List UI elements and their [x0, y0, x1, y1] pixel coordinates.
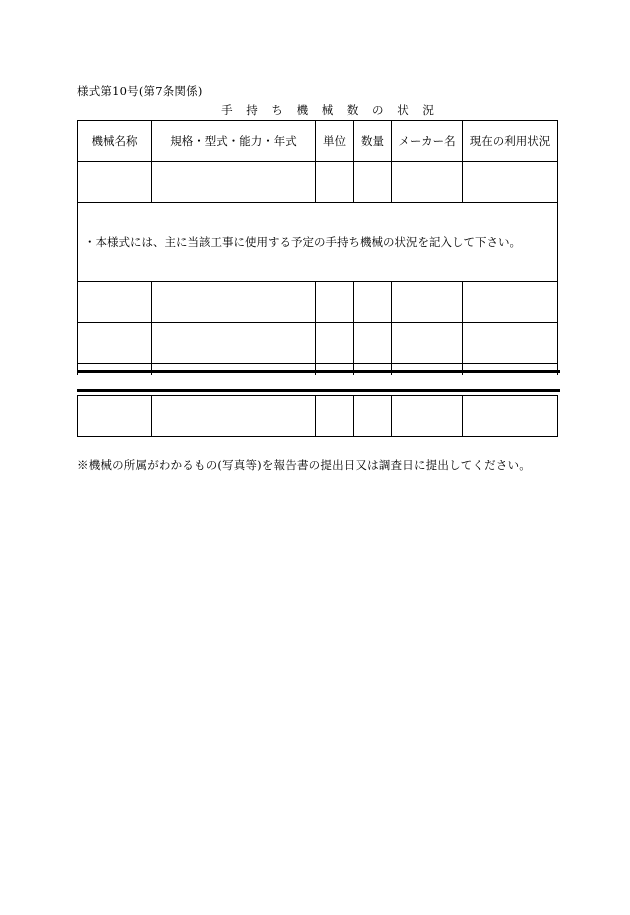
header-machine-name: 機械名称: [78, 121, 152, 162]
table-row: [78, 162, 558, 203]
header-spec: 規格・型式・能力・年式: [152, 121, 316, 162]
table-cell[interactable]: [463, 282, 558, 323]
header-maker: メーカー名: [392, 121, 463, 162]
table-cell[interactable]: [316, 282, 354, 323]
footnote: ※機械の所属がわかるもの(写真等)を報告書の提出日又は調査日に提出してください。: [77, 458, 531, 472]
header-unit: 単位: [316, 121, 354, 162]
table-cell[interactable]: [316, 162, 354, 203]
table-row: [78, 282, 558, 323]
header-usage-status: 現在の利用状況: [463, 121, 558, 162]
table-header-row: [78, 121, 558, 162]
table-cell[interactable]: [316, 396, 354, 437]
table-cell[interactable]: [78, 323, 152, 364]
machine-table: [77, 120, 558, 375]
table-cell[interactable]: [78, 396, 152, 437]
table-cell[interactable]: [463, 323, 558, 364]
table-cell[interactable]: [152, 396, 316, 437]
table-cell[interactable]: [354, 396, 392, 437]
table-cell[interactable]: [392, 323, 463, 364]
instruction-row: [78, 203, 558, 282]
table-cell[interactable]: [78, 162, 152, 203]
table-cell[interactable]: [316, 323, 354, 364]
table-cell[interactable]: [463, 162, 558, 203]
table-cell[interactable]: [354, 323, 392, 364]
table-cell[interactable]: [392, 282, 463, 323]
table-cell[interactable]: [354, 282, 392, 323]
machine-table-continued: [77, 395, 558, 437]
table-cell[interactable]: [392, 162, 463, 203]
table-cell[interactable]: [354, 162, 392, 203]
table-break-line-top: [77, 370, 560, 373]
instruction-text: ・本様式には、主に当該工事に使用する予定の手持ち機械の状況を記入して下さい。: [78, 203, 558, 282]
table-cell[interactable]: [392, 396, 463, 437]
header-quantity: 数量: [354, 121, 392, 162]
form-number: 様式第10号(第7条関係): [77, 84, 203, 98]
table-cell[interactable]: [463, 396, 558, 437]
table-row: [78, 396, 558, 437]
table-cell[interactable]: [152, 323, 316, 364]
table-cell[interactable]: [152, 162, 316, 203]
page-title: 手 持 ち 機 械 数 の 状 況: [221, 103, 439, 117]
table-cell[interactable]: [78, 282, 152, 323]
table-row: [78, 323, 558, 364]
table-cell[interactable]: [152, 282, 316, 323]
table-break-line-bottom: [77, 389, 560, 392]
